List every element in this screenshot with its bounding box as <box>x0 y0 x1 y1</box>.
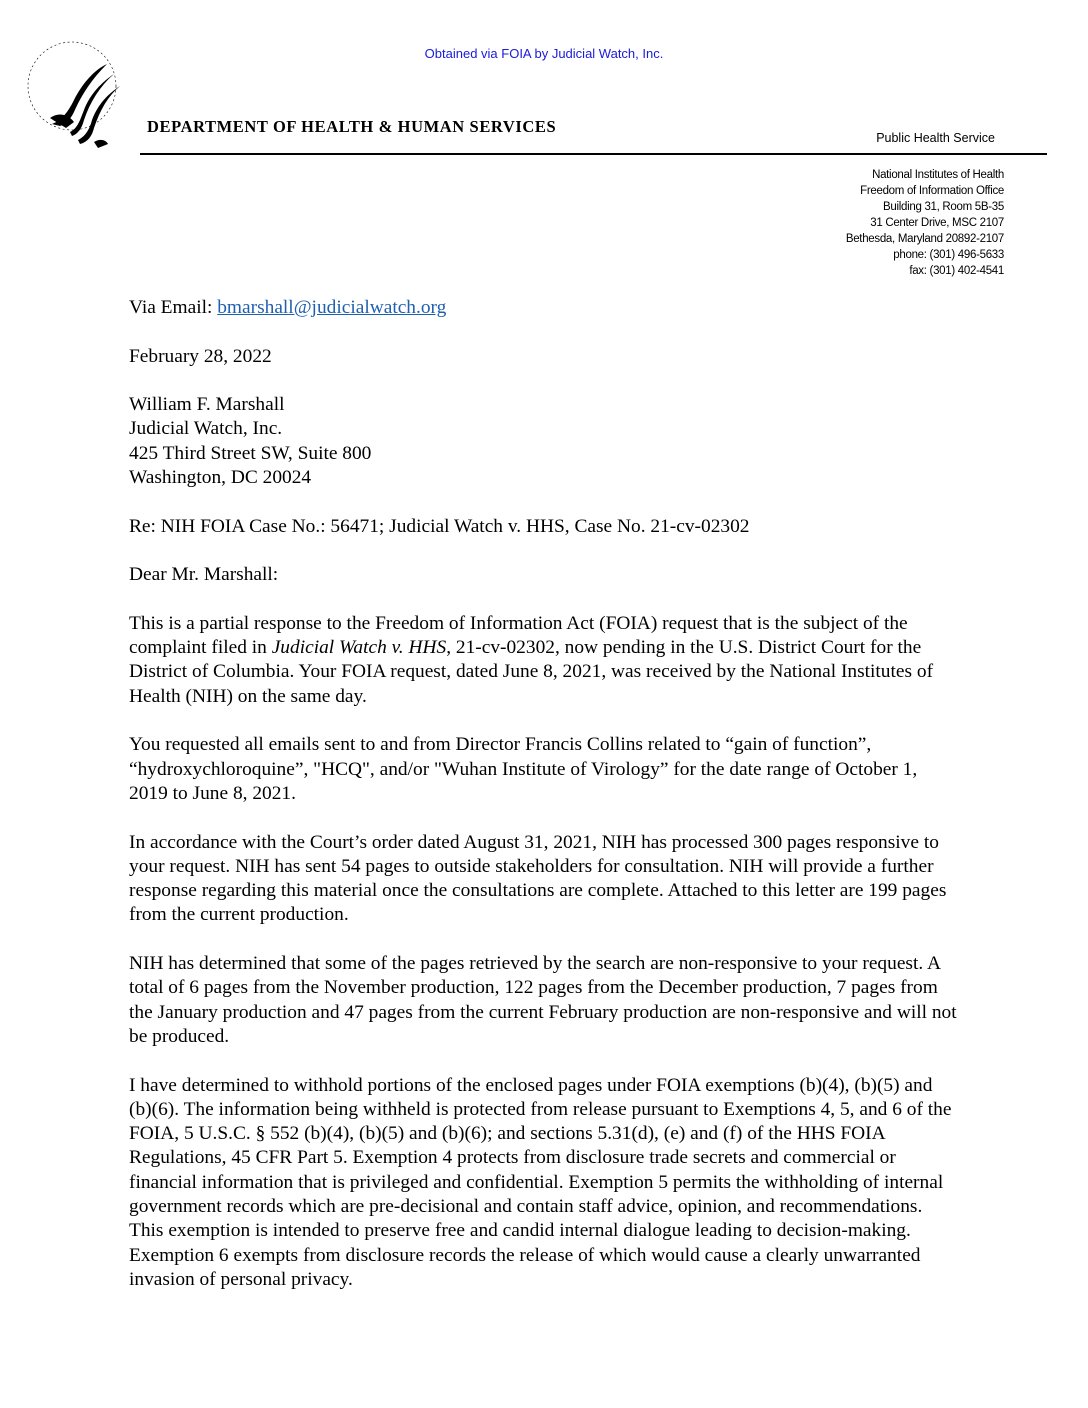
address-phone: phone: (301) 496-5633 <box>893 249 1004 261</box>
letterhead-divider <box>140 153 1047 155</box>
recipient-street: 425 Third Street SW, Suite 800 <box>129 442 372 464</box>
sender-address <box>846 167 1004 279</box>
address-line: 31 Center Drive, MSC 2107 <box>870 217 1004 229</box>
paragraph-request: You requested all emails sent to and from Director Francis Collins related to “gain of function”, “hydroxychloroquine”, "HCQ", and/or "Wuhan Institute of Virology” for the date range of October 1, 2019 to June 8, 2021. <box>129 734 918 804</box>
paragraph-non-responsive: NIH has determined that some of the pages retrieved by the search are non-responsive to your request. A total of 6 pages from the November production, 122 pages from the December production, 7 pages from the January production and 47 pages from the current February production are non-responsive and will not be produced. <box>129 953 957 1047</box>
paragraph-exemptions: I have determined to withhold portions of the enclosed pages under FOIA exemptions (b)(4), (b)(5) and (b)(6). The information being withheld is protected from release pursuant to Exemptions 4, 5, and 6 of the FOIA, 5 U.S.C. § 552 (b)(4), (b)(5) and (b)(6); and sections 5.31(d), (e) and (f) of the HHS FOIA Regulations, 45 CFR Part 5. Exemption 4 protects from disclosure trade secrets and commercial or financial information that is privileged and confidential. Exemption 5 permits the withholding of internal government records which are pre-decisional and contain staff advice, opinion, and recommendations. This exemption is intended to preserve free and candid internal dialogue leading to decision-making. Exemption 6 exempts from disclosure records the release of which would cause a clearly unwarranted invasion of personal privacy. <box>129 1074 952 1290</box>
public-health-service-label: Public Health Service <box>876 131 995 145</box>
paragraph-text: , 21-cv-02302, now pending in the U.S. District Court for the District of Columbia. Your FOIA request, dated June 8, 2021, was received by the National Institutes of Health (NIH) on the same day. <box>129 637 934 707</box>
address-line: Bethesda, Maryland 20892-2107 <box>845 233 1004 245</box>
via-email-label: Via Email: <box>129 297 218 318</box>
address-line: National Institutes of Health <box>872 169 1004 181</box>
hhs-seal-icon <box>22 24 122 159</box>
address-fax: fax: (301) 402-4541 <box>909 265 1004 277</box>
letter-date: February 28, 2022 <box>129 345 272 367</box>
case-name-italic: Judicial Watch v. HHS <box>271 637 447 659</box>
via-email-line <box>129 296 959 320</box>
address-line: Building 31, Room 5B-35 <box>883 201 1004 213</box>
department-name: DEPARTMENT OF HEALTH & HUMAN SERVICES <box>147 117 557 136</box>
recipient-name: William F. Marshall <box>129 394 285 416</box>
re-line: Re: NIH FOIA Case No.: 56471; Judicial Watch v. HHS, Case No. 21-cv-02302 <box>129 515 750 537</box>
salutation: Dear Mr. Marshall: <box>129 564 279 586</box>
paragraph-processing: In accordance with the Court’s order dated August 31, 2021, NIH has processed 300 pages responsive to your request. NIH has sent 54 pages to outside stakeholders for consultation. NIH will provide a further response regarding this material once the consultations are complete. Attached to this letter are 199 pages from the current production. <box>129 831 947 926</box>
letter-body <box>129 296 959 1292</box>
recipient-organization: Judicial Watch, Inc. <box>129 418 283 440</box>
paragraph-text: This is a partial response to the Freedom of Information Act (FOIA) request that is the subject of the complaint filed in <box>129 612 908 659</box>
address-line: Freedom of Information Office <box>860 185 1004 197</box>
paragraph-intro <box>129 612 959 709</box>
foia-watermark: Obtained via FOIA by Judicial Watch, Inc. <box>424 46 664 61</box>
recipient-city: Washington, DC 20024 <box>129 467 312 489</box>
recipient-email-link[interactable]: bmarshall@judicialwatch.org <box>217 297 447 318</box>
